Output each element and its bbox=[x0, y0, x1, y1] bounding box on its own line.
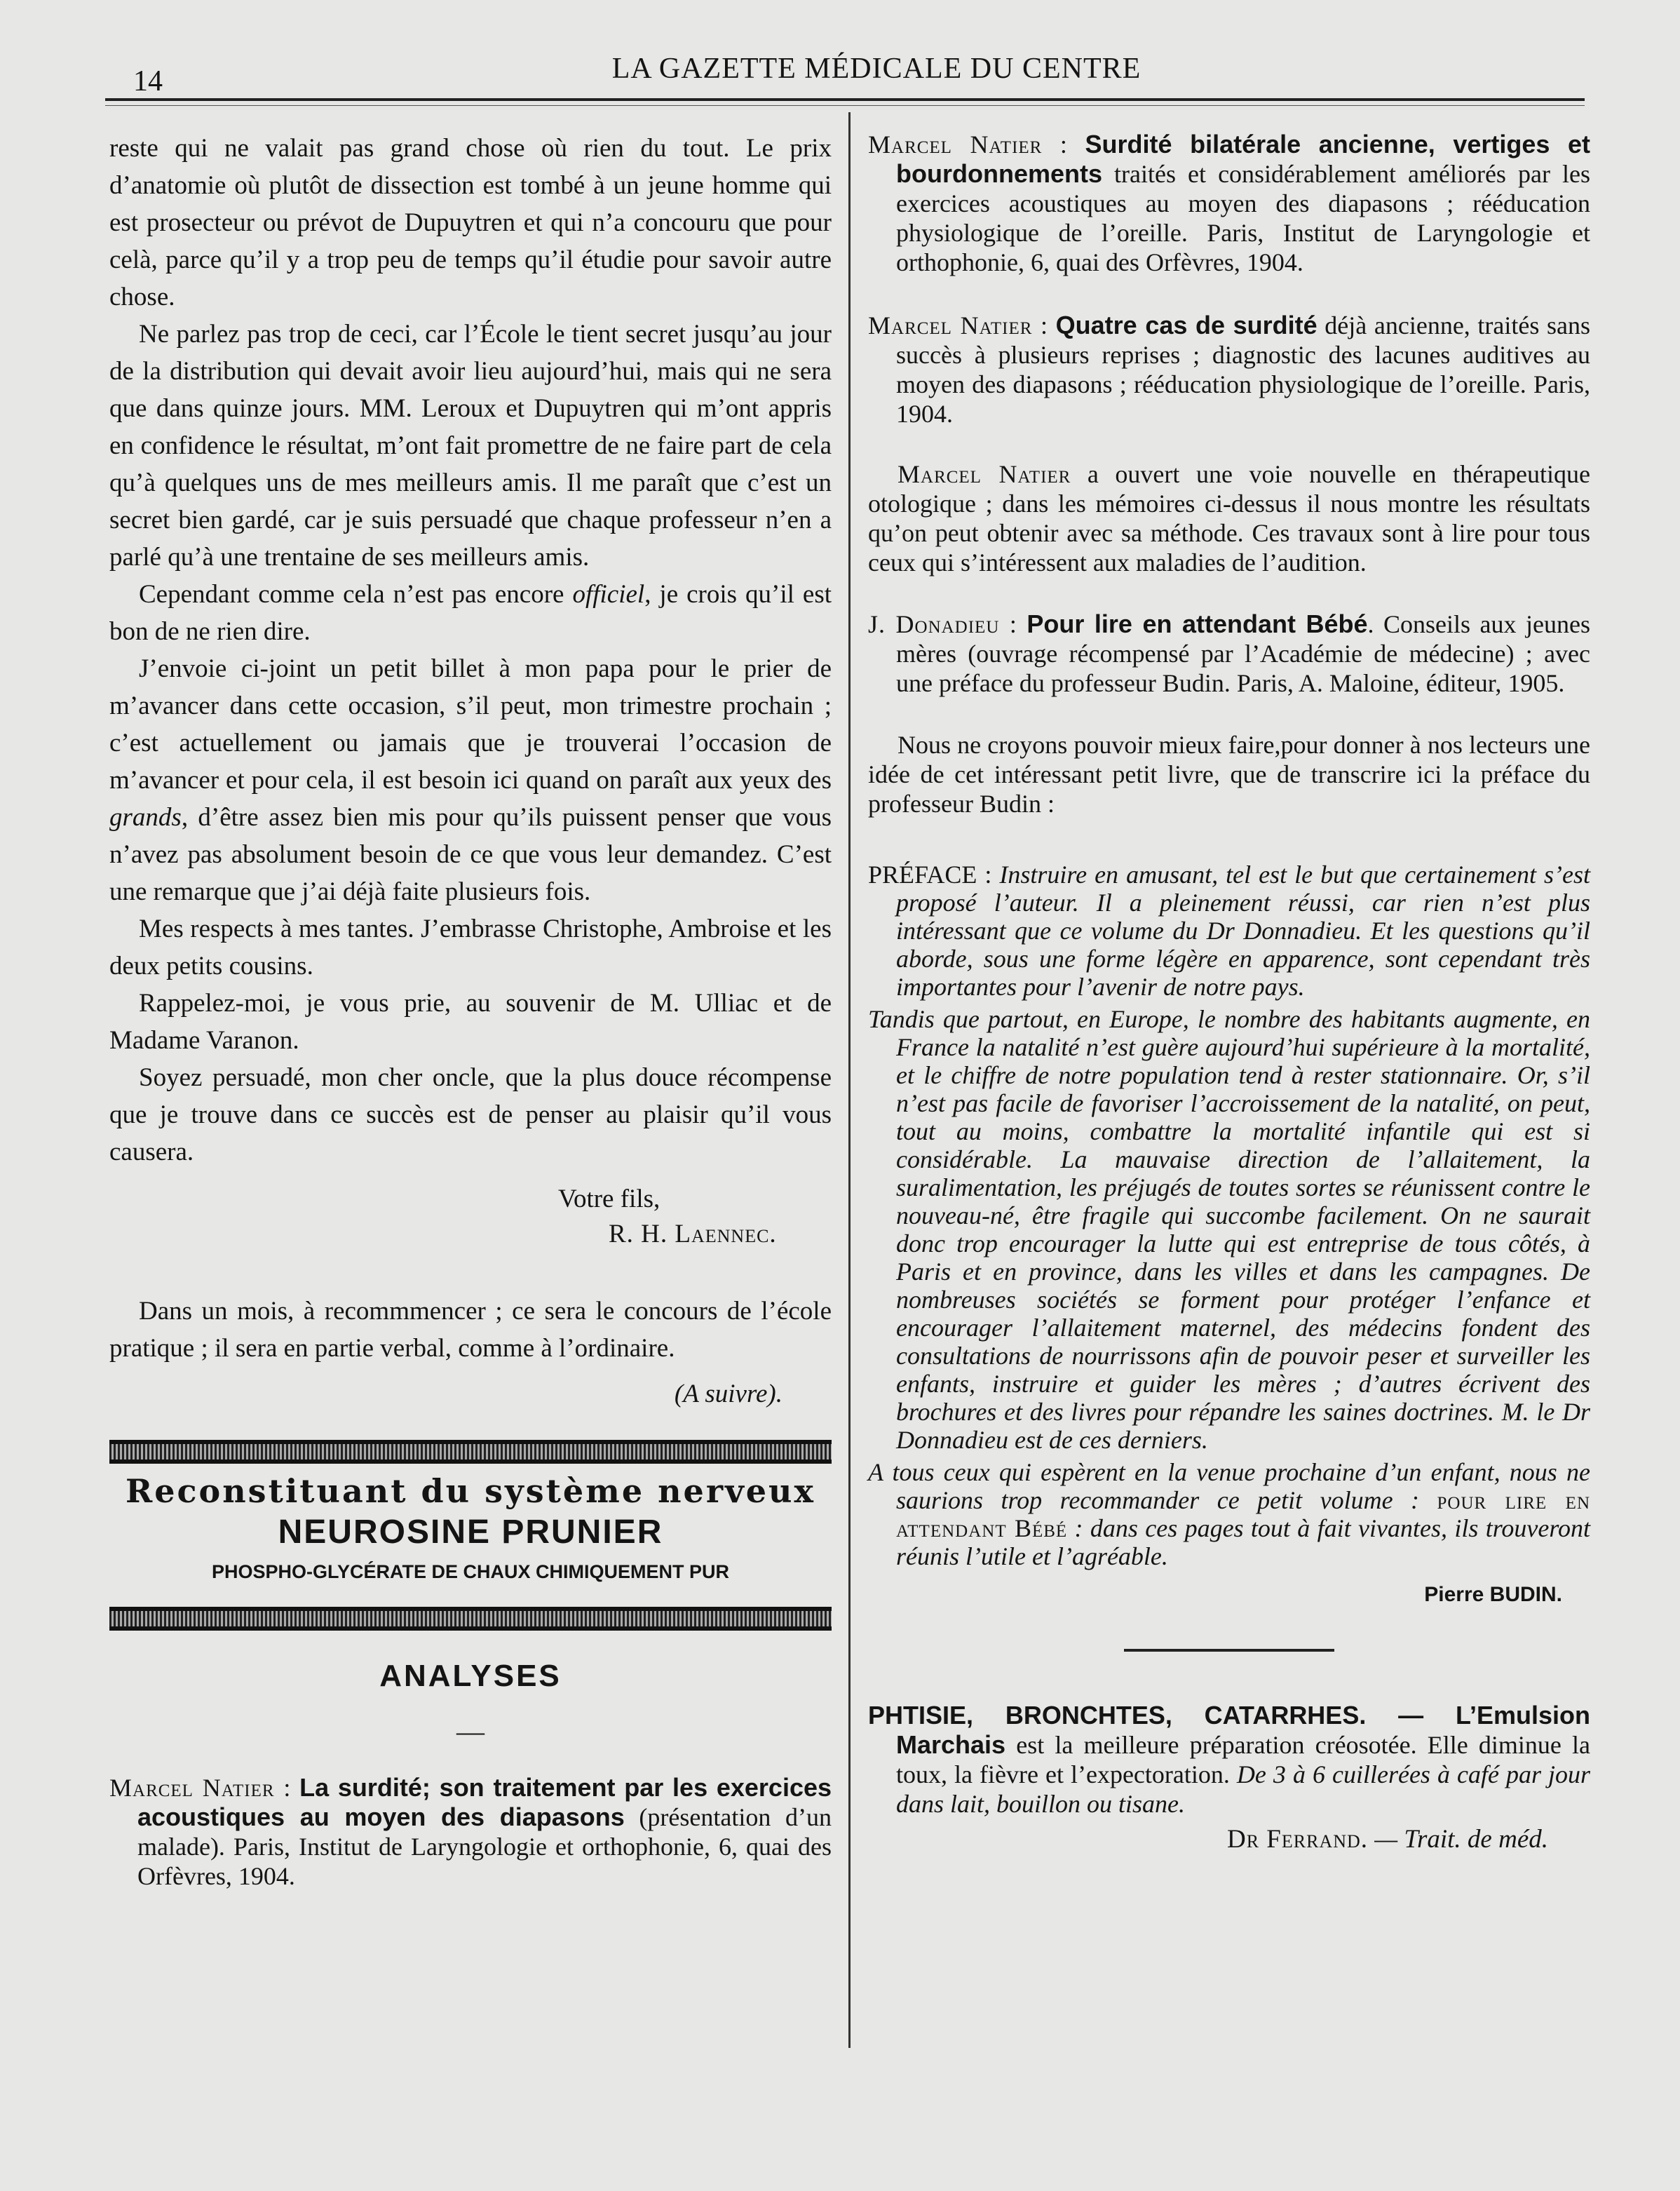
header-rule-thin bbox=[105, 105, 1585, 106]
letter-paragraph: reste qui ne valait pas grand chose où rien du tout. Le prix d’anatomie où plutôt de dissection est tombé à un jeune homme qui est prosecteur ou prévot de Dupuytren et qui n’a concouru que pour celà, parce qu’il y a trop peu de temps qu’il étudie pour savoir autre chose. bbox=[109, 134, 832, 311]
preface-signature: Pierre BUDIN. bbox=[1424, 1583, 1562, 1606]
letter-paragraph: Ne parlez pas trop de ceci, car l’École le tient secret jusqu’au jour de la distribution qui devait avoir lieu aujourd’hui, mais qui ne sera que dans quinze jours. MM. Leroux et Dupuytren qui m’ont appris en confidence le résultat, m’ont fait promettre de ne faire part de cela qu’à quelques uns de mes meilleurs amis. Il me paraît que c’est un secret bien gardé, car je suis persuadé que chaque professeur n’en a parlé qu’à une trentaine de ses meilleurs amis. bbox=[109, 320, 832, 572]
column-divider bbox=[848, 112, 851, 2048]
a-suivre: (A suivre). bbox=[674, 1380, 783, 1408]
ad-rule-bottom bbox=[109, 1607, 832, 1631]
letter-paragraph: Rappelez-moi, je vous prie, au souvenir de M. Ulliac et de Madame Varanon. bbox=[109, 989, 832, 1055]
header-rule bbox=[105, 98, 1585, 101]
analysis-entry: Marcel Natier : La surdité; son traitement par les exercices acoustiques au moyen des diapasons (présentation d’un malade). Paris, Institut de Laryngologie et orthophonie, 6, quai des Orfèvres, 1904. bbox=[109, 1773, 832, 1890]
section-title: ANALYSES bbox=[379, 1659, 562, 1693]
separator-rule bbox=[1124, 1649, 1334, 1652]
preface-paragraph: Tandis que partout, en Europe, le nombre des habitants augmente, en France la natalité n’est guère aujourd’hui supérieure à la mortalité, et le chiffre de notre population tend à rester stationnaire. Or, s’il n’est pas facile de favoriser l’accroissement de la natalité, on peut, tout au moins, combattre la mortalité infantile qui est si considérable. La mauvaise direction de l’allaitement, la suralimentation, les préjugés de toutes sortes se réunissent contre le nouveau-né, être fragile qui succombe facilement. On ne saurait donc trop encourager la lutte qui est entreprise de tous côtés, à Paris et en province, dans les villes et dans les campagnes. De nombreuses sociétés se forment pour protéger l’enfance et encourager l’allaitement maternel, des médecins fondent des consultations de nourrissons afin de pouvoir peser et surveiller les enfants, instruire et guider les mères ; d’autres écrivent des brochures et des livres pour répandre les saines doctrines. M. le Dr Donnadieu est de ces derniers. bbox=[868, 1005, 1590, 1454]
letter-paragraph: Soyez persuadé, mon cher oncle, que la plus douce récompense que je trouve dans ce succès est de penser au plaisir qu’il vous causera. bbox=[109, 1063, 832, 1166]
preface-intro: Nous ne croyons pouvoir mieux faire,pour donner à nos lecteurs une idée de cet intéressant petit livre, que de transcrire ici la préface du professeur Budin : bbox=[868, 731, 1590, 818]
analysis-entry: J. Donadieu : Pour lire en attendant Bébé. Conseils aux jeunes mères (ouvrage récompensé par l’Académie de médecine) ; avec une préface du professeur Budin. Paris, A. Maloine, éditeur, 1905. bbox=[868, 609, 1590, 697]
analysis-entry: Marcel Natier : Quatre cas de surdité déjà ancienne, traités sans succès à plusieurs reprises ; diagnostic des lacunes auditives au moyen des diapasons ; rééducation physiologique de l’oreille. Paris, 1904. bbox=[868, 311, 1590, 428]
ad-product-name: NEUROSINE PRUNIER bbox=[278, 1514, 663, 1551]
ad-description: PHOSPHO-GLYCÉRATE DE CHAUX CHIMIQUEMENT PUR bbox=[211, 1561, 730, 1582]
page-number: 14 bbox=[133, 65, 163, 97]
letter-signature: R. H. Laennec. bbox=[609, 1220, 777, 1248]
letter-paragraph: Mes respects à mes tantes. J’embrasse Christophe, Ambroise et les deux petits cousins. bbox=[109, 915, 832, 980]
ad-tagline: Reconstituant du système nerveux bbox=[126, 1472, 815, 1510]
emulsion-ad: PHTISIE, BRONCHTES, CATARRHES. — L’Emulsion Marchais est la meilleure préparation créosotée. Elle diminue la toux, la fièvre et l’expectoration. De 3 à 6 cuillerées à café par jour dans lait, bouillon ou tisane. bbox=[868, 1701, 1591, 1818]
letter-paragraph: J’envoie ci-joint un petit billet à mon papa pour le prier de m’avancer dans cette occasion, s’il peut, mon trimestre prochain ; c’est actuellement ou jamais que je trouverai l’occasion de m’avancer et pour cela, il est besoin ici quand on paraît aux yeux des grands, d’être assez bien mis pour qu’ils puissent penser que vous n’avez pas absolument besoin de ce que vous leur demandez. C’est une remarque que j’ai déjà faite plusieurs fois. bbox=[109, 654, 832, 906]
analysis-entry: Marcel Natier : Surdité bilatérale ancienne, vertiges et bourdonnements traités et considérablement améliorés par les exercices acoustiques au moyen des diapasons ; rééducation physiologique de l’oreille. Paris, Institut de Laryngologie et orthophonie, 6, quai des Orfèvres, 1904. bbox=[868, 130, 1591, 276]
journal-title: LA GAZETTE MÉDICALE DU CENTRE bbox=[611, 53, 1142, 85]
preface-paragraph: PRÉFACE : Instruire en amusant, tel est le but que certainement s’est proposé l’auteur. Il a pleinement réussi, car rien n’est plus intéressant que ce volume du Dr Donnadieu. Et les questions qu’il aborde, sous une forme légère en apparence, sont cependant très importantes pour l’avenir de notre pays. bbox=[868, 861, 1590, 1001]
letter-closing: Votre fils, bbox=[558, 1185, 661, 1213]
ad-rule-top bbox=[109, 1440, 832, 1464]
ad-citation: Dr Ferrand. — Trait. de méd. bbox=[1226, 1825, 1548, 1854]
natier-summary: Marcel Natier a ouvert une voie nouvelle en thérapeutique otologique ; dans les mémoires ci-dessus il nous montre les résultats qu’on peut obtenir avec sa méthode. Ces travaux sont à lire pour tous ceux qui s’intéressent aux maladies de l’audition. bbox=[868, 460, 1590, 577]
right-column bbox=[868, 130, 1590, 1854]
preface-paragraph: A tous ceux qui espèrent en la venue prochaine d’un enfant, nous ne saurions trop recommander ce petit volume : pour lire en attendant Bébé : dans ces pages tout à fait vivantes, ils trouveront réunis l’utile et l’agréable. bbox=[868, 1458, 1590, 1570]
section-dash: — bbox=[456, 1715, 485, 1747]
postscript: Dans un mois, à recommmencer ; ce sera le concours de l’école pratique ; il sera en partie verbal, comme à l’ordinaire. bbox=[109, 1297, 832, 1363]
left-column bbox=[109, 130, 832, 1891]
letter-paragraph: Cependant comme cela n’est pas encore officiel, je crois qu’il est bon de ne rien dire. bbox=[109, 580, 832, 646]
